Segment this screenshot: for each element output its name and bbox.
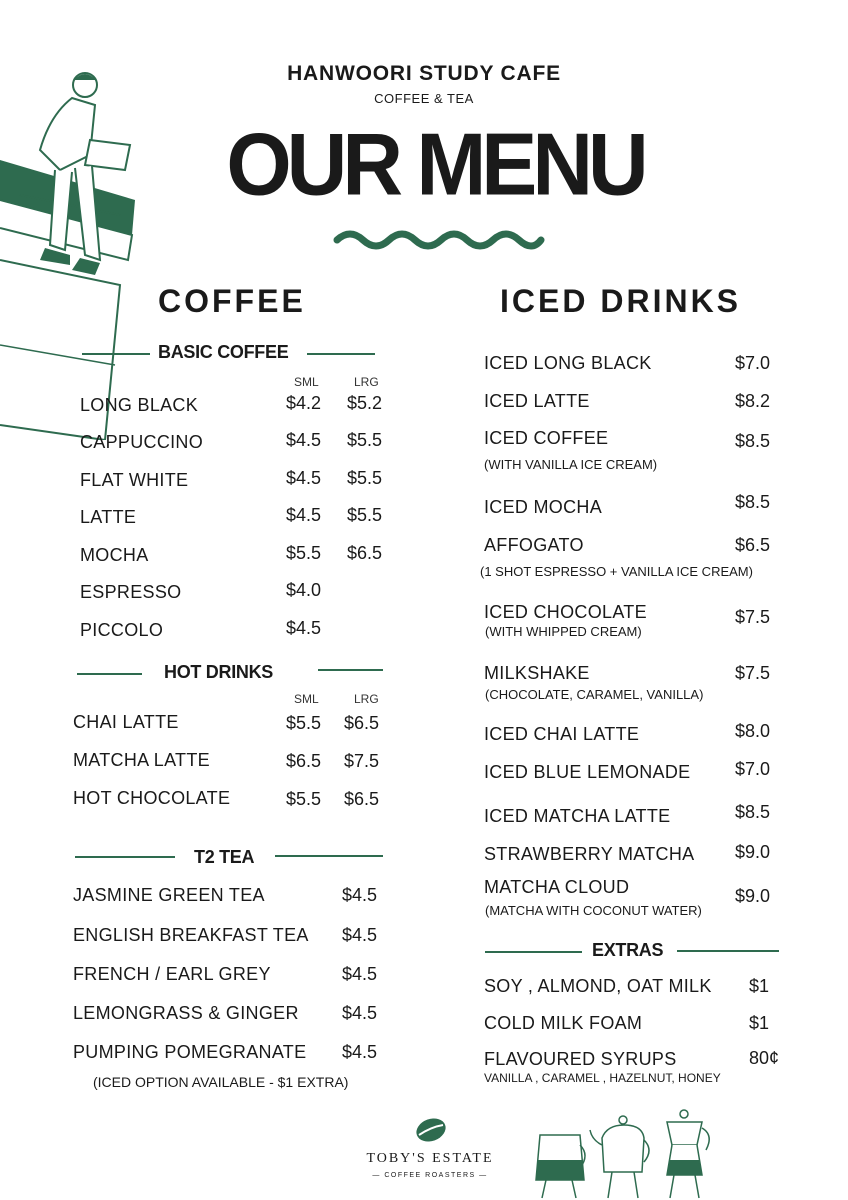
- person-on-cup-illustration: [0, 60, 150, 440]
- menu-item-price: $4.5: [342, 925, 378, 945]
- menu-item-price-lrg: $6.5: [347, 543, 383, 563]
- menu-item-note: (MATCHA WITH COCONUT WATER): [485, 903, 702, 918]
- menu-item-note: (CHOCOLATE, CARAMEL, VANILLA): [485, 687, 704, 702]
- menu-item-name: MOCHA: [80, 545, 149, 565]
- menu-item-price-sml: $4.5: [286, 468, 322, 488]
- menu-item-name: ICED LONG BLACK: [484, 353, 652, 373]
- footer-brand: TOBY'S ESTATE: [366, 1151, 494, 1166]
- coffee-category-title: COFFEE: [158, 283, 306, 319]
- menu-item-price: $7.0: [735, 353, 771, 373]
- menu-item-price: $4.5: [342, 1003, 378, 1023]
- page-title: OUR MENU: [226, 114, 644, 214]
- menu-item-note: VANILLA , CARAMEL , HAZELNUT, HONEY: [484, 1071, 721, 1085]
- menu-item-name: COLD MILK FOAM: [484, 1013, 643, 1033]
- section-title-basic-coffee: BASIC COFFEE: [158, 342, 289, 362]
- menu-item-note: (WITH WHIPPED CREAM): [485, 624, 642, 639]
- menu-item-name: SOY , ALMOND, OAT MILK: [484, 976, 712, 996]
- menu-item-price: $8.5: [735, 802, 771, 822]
- menu-item-price: $4.5: [342, 1042, 378, 1062]
- footer-subtitle: — COFFEE ROASTERS —: [372, 1172, 488, 1179]
- menu-item-price-sml: $5.5: [286, 713, 322, 733]
- menu-item-name: JASMINE GREEN TEA: [73, 885, 265, 905]
- menu-item-price: $8.2: [735, 391, 771, 411]
- cafe-name: HANWOORI STUDY CAFE: [287, 62, 561, 85]
- menu-item-price: $8.5: [735, 431, 771, 451]
- menu-item-price-lrg: $6.5: [344, 713, 380, 733]
- coffee-bean-icon: [414, 1115, 448, 1145]
- menu-item-name: PICCOLO: [80, 620, 164, 640]
- menu-item-price: $9.0: [735, 842, 771, 862]
- menu-item-note: (WITH VANILLA ICE CREAM): [484, 457, 658, 472]
- menu-item-price-sml: $5.5: [286, 789, 322, 809]
- menu-item-price-sml: $4.5: [286, 618, 322, 638]
- menu-item-name: MATCHA CLOUD: [484, 877, 630, 897]
- section-title-hot-drinks: HOT DRINKS: [164, 662, 273, 682]
- menu-item-price-sml: $4.0: [286, 580, 322, 600]
- menu-item-name: ICED COFFEE: [484, 428, 609, 448]
- coffee-pots-illustration: [532, 1100, 722, 1200]
- col-header-lrg: LRG: [354, 375, 379, 389]
- menu-item-name: CAPPUCCINO: [80, 432, 204, 452]
- menu-item-price-sml: $4.5: [286, 505, 322, 525]
- menu-item-name: AFFOGATO: [484, 535, 584, 555]
- menu-item-name: ESPRESSO: [80, 582, 182, 602]
- menu-item-price: $9.0: [735, 886, 771, 906]
- menu-item-price-sml: $5.5: [286, 543, 322, 563]
- menu-item-price-lrg: $7.5: [344, 751, 380, 771]
- menu-item-name: LATTE: [80, 507, 137, 527]
- menu-item-price-lrg: $5.2: [347, 393, 383, 413]
- menu-item-name: ICED CHOCOLATE: [484, 602, 647, 622]
- menu-item-name: HOT CHOCOLATE: [73, 788, 231, 808]
- menu-item-price: $4.5: [342, 964, 378, 984]
- menu-item-note: (1 SHOT ESPRESSO + VANILLA ICE CREAM): [480, 564, 753, 579]
- menu-item-price: $4.5: [342, 885, 378, 905]
- tea-note: (ICED OPTION AVAILABLE - $1 EXTRA): [93, 1074, 349, 1090]
- menu-item-name: LONG BLACK: [80, 395, 199, 415]
- col-header-lrg: LRG: [354, 692, 379, 706]
- wave-divider: [333, 228, 545, 250]
- menu-item-name: MILKSHAKE: [484, 663, 590, 683]
- menu-item-name: MATCHA LATTE: [73, 750, 210, 770]
- col-header-sml: SML: [294, 375, 319, 389]
- menu-item-price: $1: [749, 976, 770, 996]
- menu-item-price: $6.5: [735, 535, 771, 555]
- menu-item-name: CHAI LATTE: [73, 712, 179, 732]
- menu-item-price-lrg: $5.5: [347, 505, 383, 525]
- menu-item-name: ICED MATCHA LATTE: [484, 806, 671, 826]
- col-header-sml: SML: [294, 692, 319, 706]
- menu-item-name: ICED BLUE LEMONADE: [484, 762, 691, 782]
- menu-item-price: $8.5: [735, 492, 771, 512]
- menu-item-price-sml: $6.5: [286, 751, 322, 771]
- menu-item-price-lrg: $5.5: [347, 468, 383, 488]
- tagline: COFFEE & TEA: [374, 91, 474, 106]
- iced-category-title: ICED DRINKS: [500, 283, 742, 319]
- menu-item-price: $8.0: [735, 721, 771, 741]
- menu-item-name: ENGLISH BREAKFAST TEA: [73, 925, 309, 945]
- menu-item-name: FLAT WHITE: [80, 470, 189, 490]
- menu-item-price: $1: [749, 1013, 770, 1033]
- section-title-extras: EXTRAS: [592, 940, 664, 960]
- menu-item-name: LEMONGRASS & GINGER: [73, 1003, 299, 1023]
- menu-item-name: ICED LATTE: [484, 391, 590, 411]
- menu-item-price-lrg: $6.5: [344, 789, 380, 809]
- footer-subtitle-text: COFFEE ROASTERS: [384, 1172, 476, 1179]
- menu-item-price: $7.0: [735, 759, 771, 779]
- menu-item-price: $7.5: [735, 607, 771, 627]
- menu-item-price-lrg: $5.5: [347, 430, 383, 450]
- menu-item-name: STRAWBERRY MATCHA: [484, 844, 695, 864]
- menu-item-name: FLAVOURED SYRUPS: [484, 1049, 677, 1069]
- menu-item-price: $7.5: [735, 663, 771, 683]
- menu-item-name: FRENCH / EARL GREY: [73, 964, 271, 984]
- menu-item-name: ICED CHAI LATTE: [484, 724, 640, 744]
- menu-item-price-sml: $4.2: [286, 393, 322, 413]
- menu-item-price: 80¢: [749, 1048, 780, 1068]
- menu-item-name: ICED MOCHA: [484, 497, 603, 517]
- section-title-t2-tea: T2 TEA: [194, 847, 255, 867]
- menu-item-name: PUMPING POMEGRANATE: [73, 1042, 307, 1062]
- menu-item-price-sml: $4.5: [286, 430, 322, 450]
